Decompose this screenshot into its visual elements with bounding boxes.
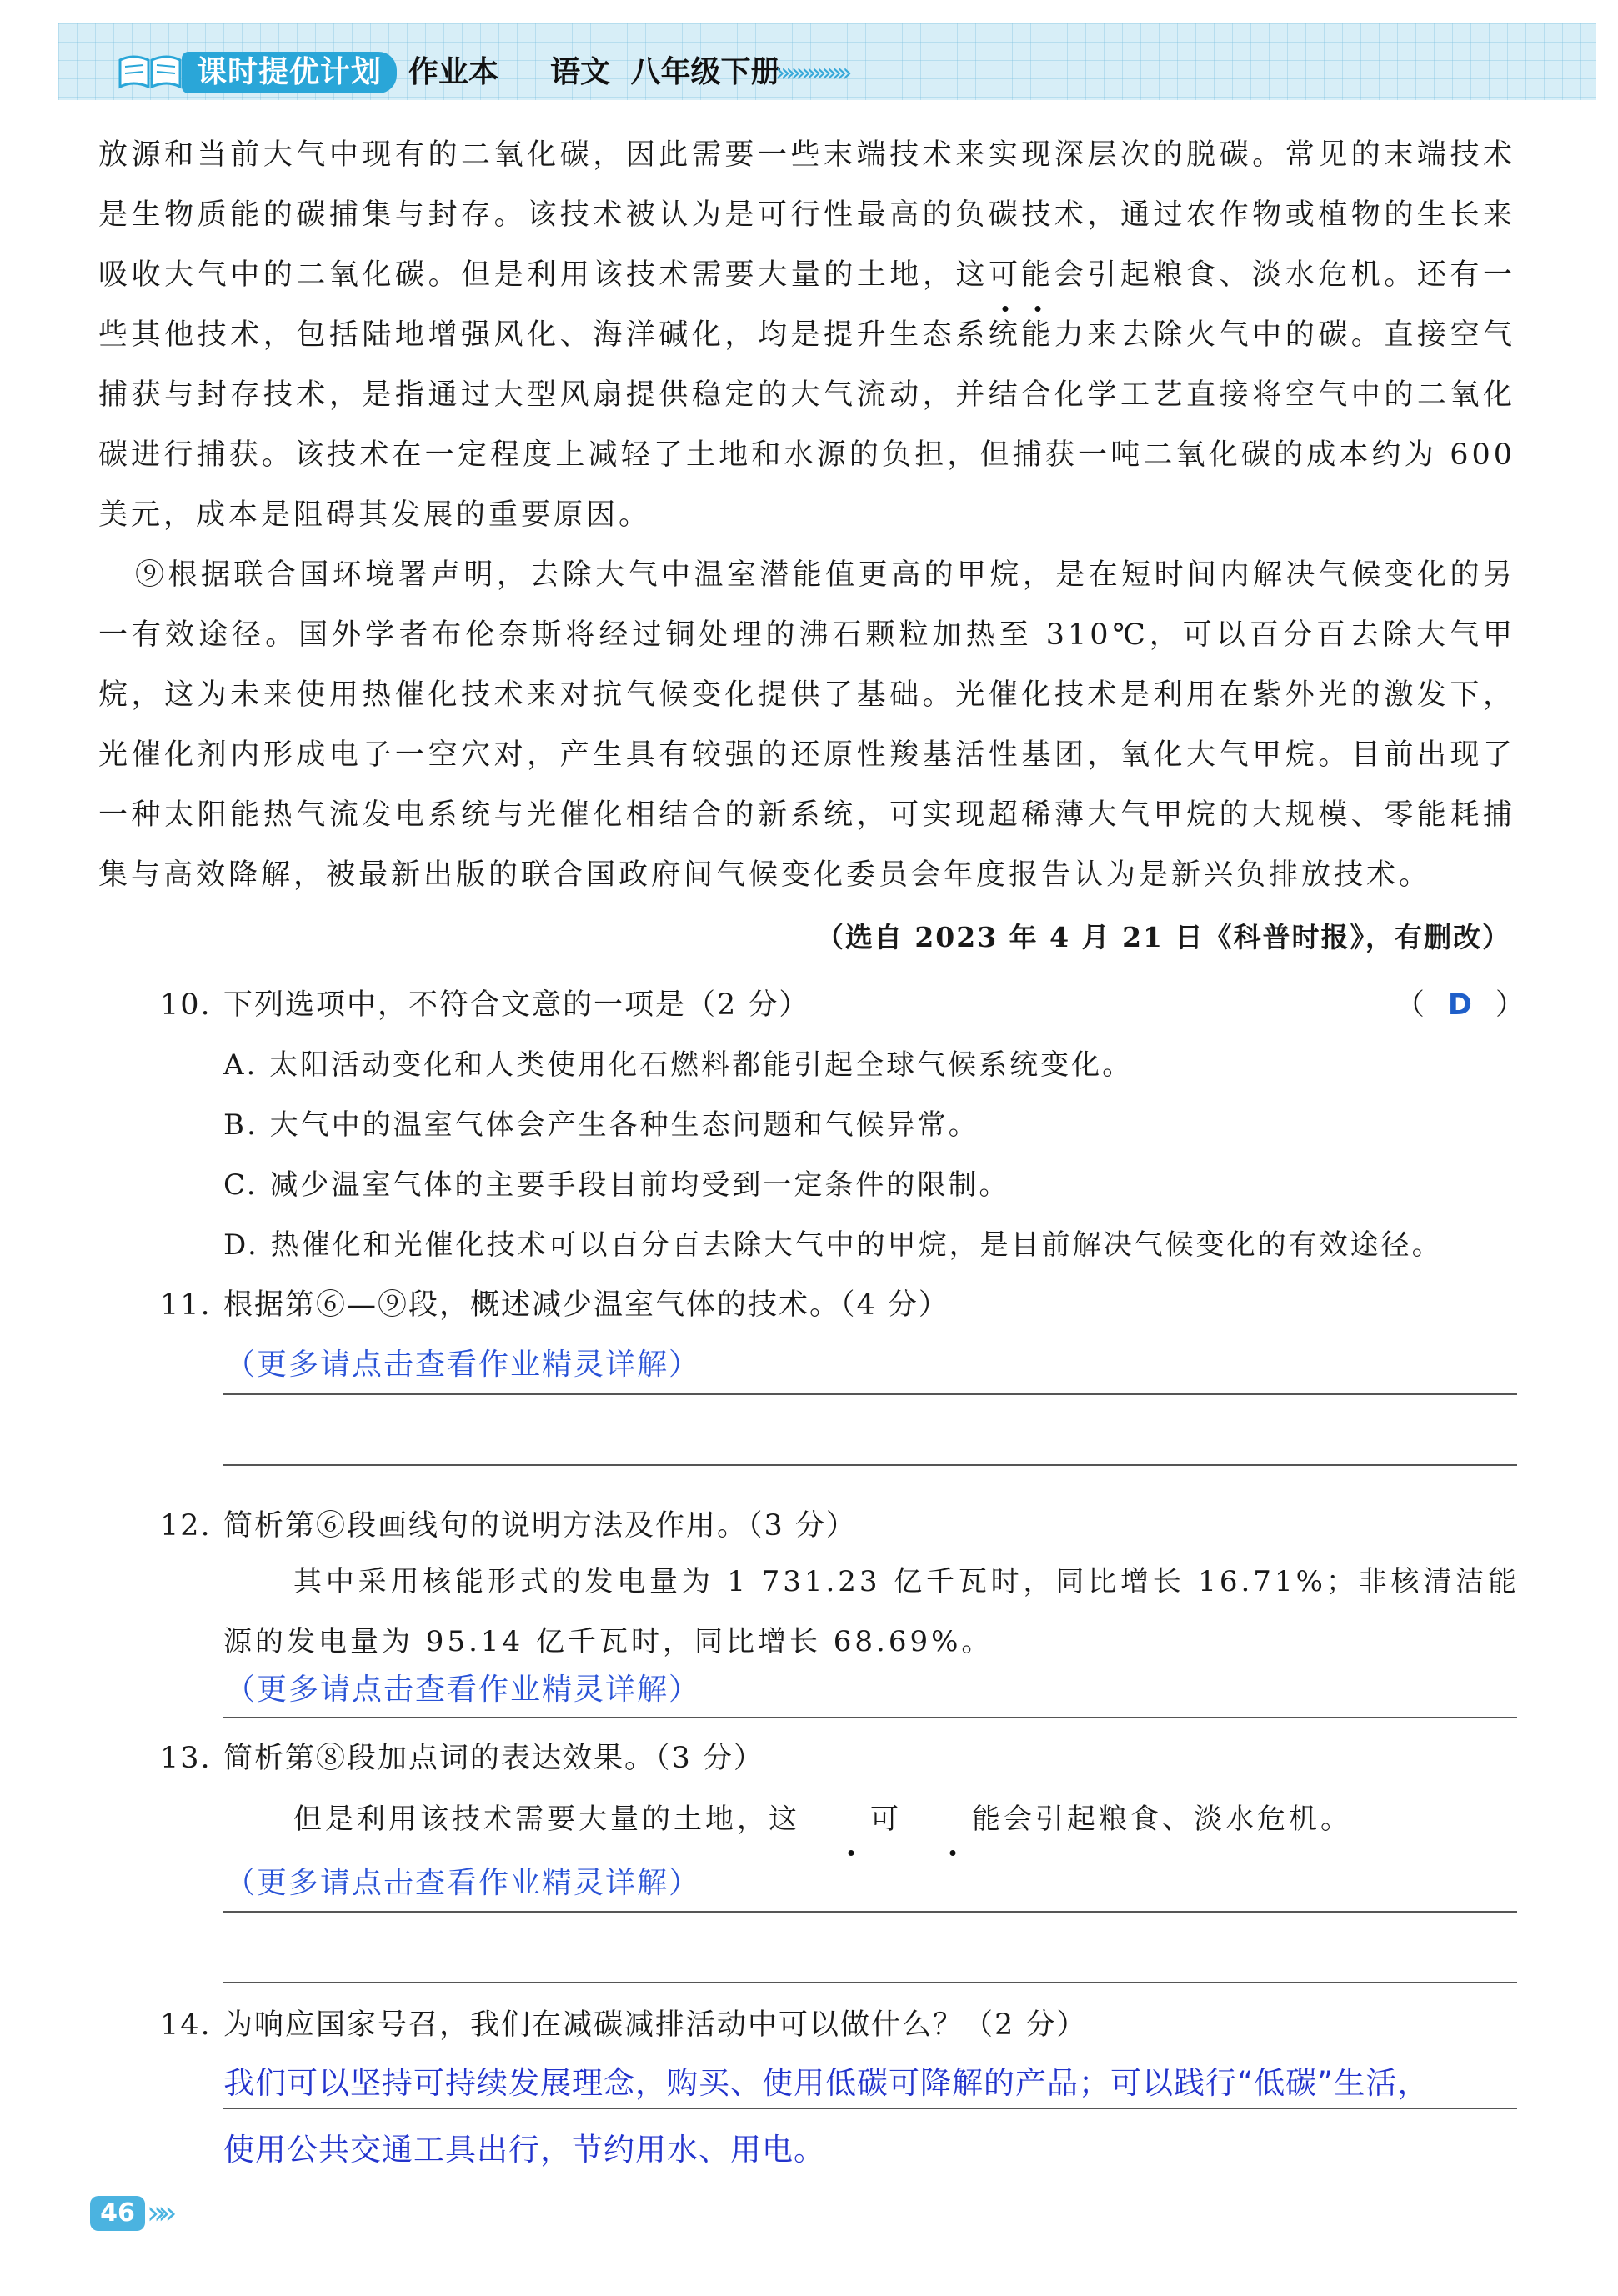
question-10-answer-box	[1395, 986, 1526, 1024]
quote-dotted-word	[800, 1803, 1004, 1836]
dotted-char: 能	[902, 1789, 1004, 1849]
question-text: 简析第⑧段加点词的表达效果。（3 分）	[223, 1742, 764, 1775]
paragraph-9: ⑨根据联合国环境署声明，去除大气中温室潜能值更高的甲烷，是在短时间内解决气候变化的另一有效途径。国外学者布伦奈斯将经过铜处理的沸石颗粒加热至 310℃，可以百分百去除大气甲烷，这为未来使用热催化技术来对抗气候变化提供了基础。光催化技术是利用在紫外光的激发下，光催化剂内形成电子一空穴对，产生具有较强的还原性羧基活性基团，氧化大气甲烷。目前出现了一种太阳能热气流发电系统与光催化相结合的新系统，可实现超稀薄大气甲烷的大规模、零能耗捕集与高效降解，被最新出版的联合国政府间气候变化委员会年度报告认为是新兴负排放技术。	[98, 558, 1515, 892]
book-title: 作业本	[408, 55, 499, 89]
question-text: 下列选项中，不符合文意的一项是（2 分）	[223, 988, 810, 1022]
quote-part1: 但是利用该技术需要大量的土地，这	[293, 1803, 800, 1836]
brand-title: 课时提优计划	[182, 52, 397, 93]
option-a: A. 太阳活动变化和人类使用化石燃料都能引起全球气候系统变化。	[223, 1048, 1134, 1082]
question-13	[160, 1739, 1519, 1778]
answer-text-line-2: 使用公共交通工具出行，节约用水、用电。	[223, 2132, 825, 2168]
question-11	[160, 1286, 1519, 1324]
detail-link[interactable]: （更多请点击查看作业精灵详解）	[225, 1866, 701, 1900]
open-book-icon	[117, 52, 183, 90]
chevron-right-icon: »»»»»»»	[775, 58, 848, 88]
detail-link[interactable]: （更多请点击查看作业精灵详解）	[225, 1348, 701, 1382]
answer-rule	[223, 1717, 1517, 1718]
chevron-right-icon: »»	[147, 2194, 169, 2231]
paragraph-8-part1: 放源和当前大气中现有的二氧化碳，因此需要一些末端技术来实现深层次的脱碳。常见的末端技术是生物质能的碳捕集与封存。该技术被认为是可行性最高的负碳技术，通过农作物或植物的生长来吸收大气中的二氧化碳。但是利用该技术需要大量的土地，这	[98, 138, 1515, 292]
quoted-sentence: 其中采用核能形式的发电量为 1 731.23 亿千瓦时，同比增长 16.71%；非核清洁能源的发电量为 95.14 亿千瓦时，同比增长 68.69%。	[223, 1565, 1520, 1658]
question-number: 14.	[160, 2008, 212, 2042]
answer-rule	[223, 2108, 1517, 2109]
answer-rule	[223, 1982, 1517, 1983]
paragraph-8	[98, 125, 1515, 545]
answer-rule	[223, 1464, 1517, 1466]
question-number: 13.	[160, 1742, 212, 1775]
paragraph-8-dotted-word	[989, 258, 1054, 292]
answer-rule	[223, 1911, 1517, 1913]
subject-title: 语文 八年级下册	[550, 55, 781, 89]
source-citation: （选自 2023 年 4 月 21 日《科普时报》，有删改）	[815, 921, 1511, 953]
question-text: 简析第⑥段画线句的说明方法及作用。（3 分）	[223, 1509, 857, 1543]
question-text: 根据第⑥—⑨段，概述减少温室气体的技术。（4 分）	[223, 1288, 949, 1322]
option-d: D. 热催化和光催化技术可以百分百去除大气中的甲烷，是目前解决气候变化的有效途径。	[223, 1228, 1443, 1262]
dotted-char: 可	[800, 1789, 902, 1849]
question-number: 10.	[160, 988, 212, 1022]
quote-part2: 会引起粮食、淡水危机。	[1004, 1803, 1352, 1836]
question-10	[160, 986, 1519, 1024]
question-number: 11.	[160, 1288, 212, 1322]
dotted-char: 可	[989, 245, 1021, 305]
option-b: B. 大气中的温室气体会产生各种生态问题和气候异常。	[223, 1108, 979, 1142]
answer-text-line-1: 我们可以坚持可持续发展理念，购买、使用低碳可降解的产品；可以践行“低碳”生活，	[223, 2065, 1430, 2101]
quoted-sentence	[223, 1789, 1520, 1849]
question-number: 12.	[160, 1509, 212, 1543]
answer-rule	[223, 1393, 1517, 1395]
option-c: C. 减少温室气体的主要手段目前均受到一定条件的限制。	[223, 1168, 1010, 1202]
question-12	[160, 1507, 1519, 1545]
dotted-char: 能	[1021, 245, 1054, 305]
detail-link[interactable]: （更多请点击查看作业精灵详解）	[225, 1673, 701, 1707]
paren-close: ）	[1495, 988, 1526, 1022]
page-number: 46	[90, 2196, 145, 2231]
paren-open: （	[1395, 988, 1426, 1022]
paragraph-8-part2: 会引起粮食、淡水危机。还有一些其他技术，包括陆地增强风化、海洋碱化，均是提升生态系统能力来去除火气中的碳。直接空气捕获与封存技术，是指通过大型风扇提供稳定的大气流动，并结合化学工艺直接将空气中的二氧化碳进行捕获。该技术在一定程度上减轻了土地和水源的负担，但捕获一吨二氧化碳的成本约为 600 美元，成本是阻碍其发展的重要原因。	[98, 258, 1515, 532]
answer-letter: D	[1447, 988, 1474, 1022]
question-14	[160, 2006, 1519, 2044]
question-text: 为响应国家号召，我们在减碳减排活动中可以做什么？（2 分）	[223, 2008, 1088, 2042]
